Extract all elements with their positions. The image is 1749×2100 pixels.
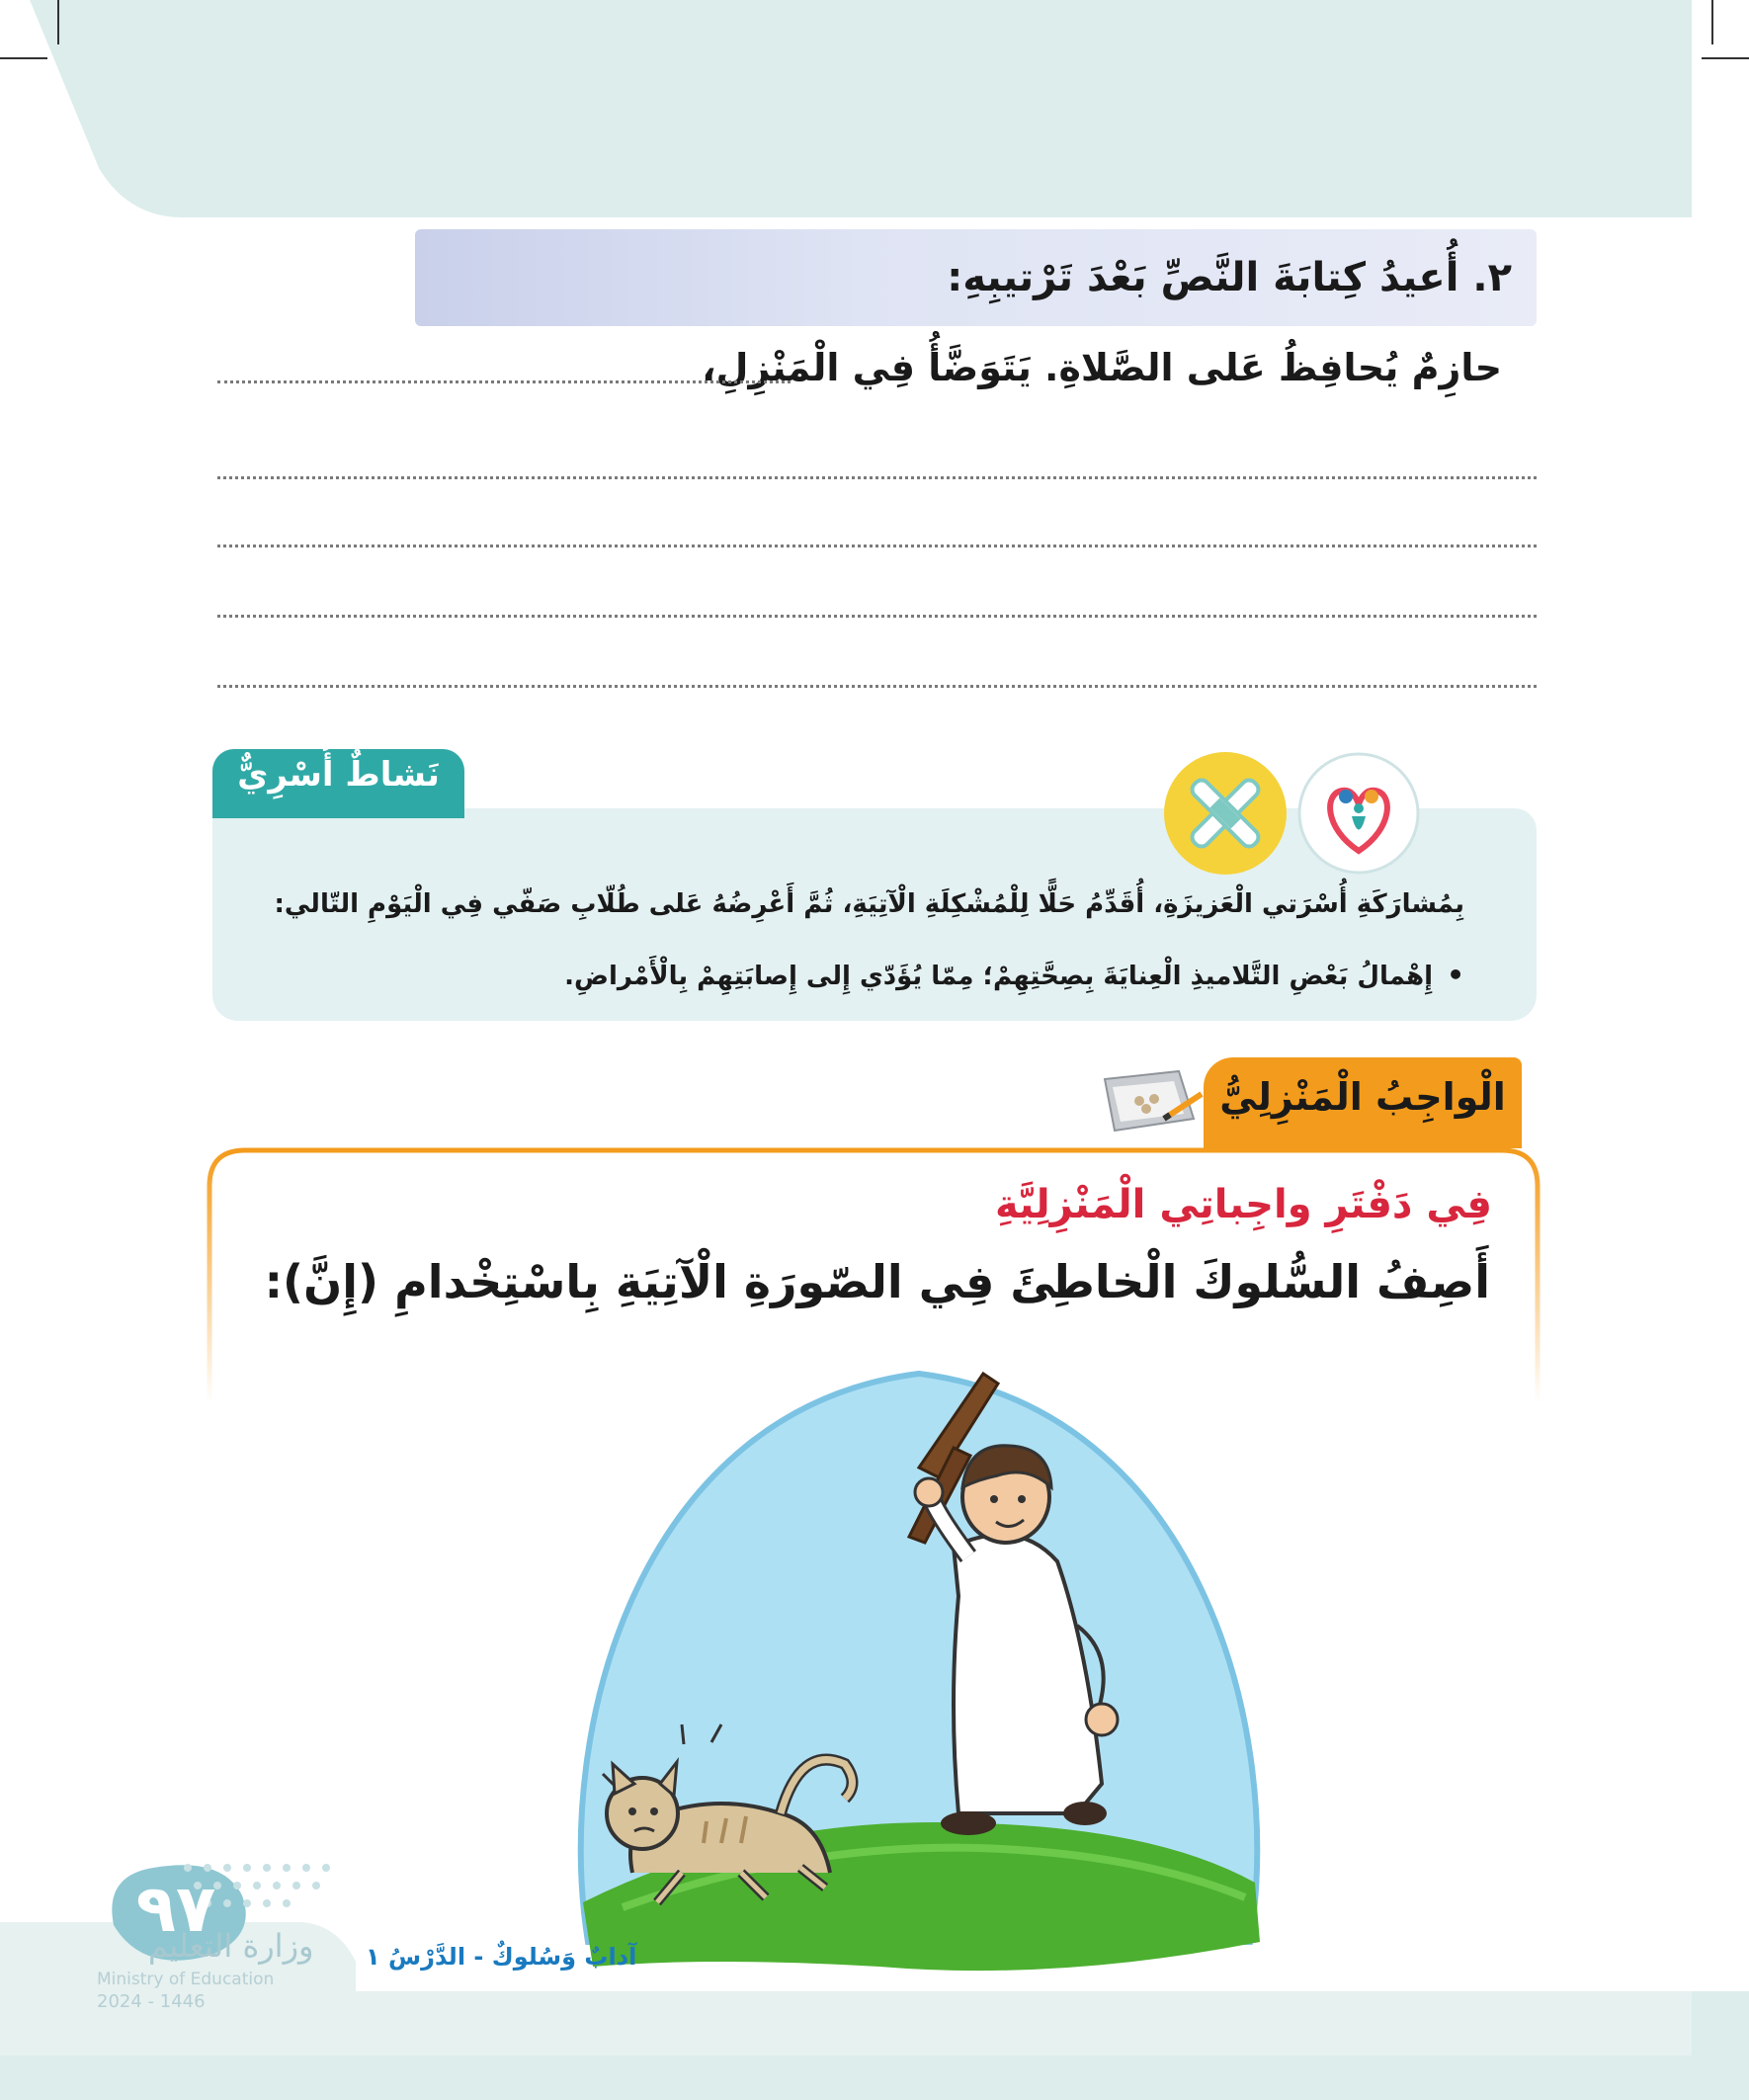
family-activity-intro: بِمُشارَكَةِ أُسْرَتي الْعَزيزَةِ، أُقَدِّمُ حَلًّا لِلْمُشْكِلَةِ الْآتِيَةِ، ثُمَّ أَعْرِضُهُ عَلى طُلّابِ صَفّي فِي الْيَوْمِ التّالي: [274, 889, 1464, 919]
homework-subtitle: فِي دَفْتَرِ واجِباتِي الْمَنْزِلِيَّةِ [995, 1182, 1492, 1227]
exercise-sentence: حازِمٌ يُحافِظُ عَلى الصَّلاةِ. يَتَوَضَّأُ فِي الْمَنْزِلِ، [702, 346, 1502, 389]
bullet: • [1447, 959, 1464, 991]
homework-question: أَصِفُ السُّلوكَ الْخاطِئَ فِي الصّورَةِ الْآتِيَةِ بِاسْتِخْدامِ (إِنَّ): [264, 1255, 1490, 1308]
book-lesson-info: آدابٌ وَسُلوكٌ - الدَّرْسُ ١ [366, 1943, 637, 1971]
crop-mark [57, 0, 59, 44]
ministry-name-arabic: وزارة التعليم [148, 1927, 314, 1965]
crop-mark [1702, 57, 1749, 59]
crop-mark [0, 57, 47, 59]
page-number: ٩٧ [135, 1871, 216, 1947]
answer-line[interactable] [217, 476, 1537, 479]
family-activity-item-text: إِهْمالُ بَعْضِ التَّلاميذِ الْعِنايَةَ بِصِحَّتِهِمْ؛ مِمّا يُؤَدّي إِلى إِصابَتِهِمْ بِالْأَمْراضِ. [564, 962, 1434, 991]
crop-mark [1711, 0, 1713, 44]
family-activity-item [564, 959, 1464, 991]
ministry-year: 2024 - 1446 [97, 1991, 206, 2012]
answer-line[interactable] [217, 685, 1537, 688]
homework-title: الْواجِبُ الْمَنْزِلِيُّ [1219, 1075, 1506, 1119]
tools-icon [1161, 749, 1290, 878]
top-banner [0, 0, 1749, 217]
answer-line[interactable] [217, 615, 1537, 618]
boy-chasing-cat-illustration [563, 1349, 1275, 1981]
family-heart-icon [1294, 749, 1423, 878]
answer-line[interactable] [217, 380, 791, 383]
exercise-title: ٢. أُعيدُ كِتابَةَ النَّصِّ بَعْدَ تَرْتيبِهِ: [947, 255, 1512, 300]
notebook-pencil-icon [1085, 1059, 1204, 1148]
ministry-name-english: Ministry of Education [97, 1970, 275, 1989]
family-activity-title: نَشاطٌ أُسْرِيٌّ [237, 755, 440, 795]
answer-line[interactable] [217, 545, 1537, 547]
